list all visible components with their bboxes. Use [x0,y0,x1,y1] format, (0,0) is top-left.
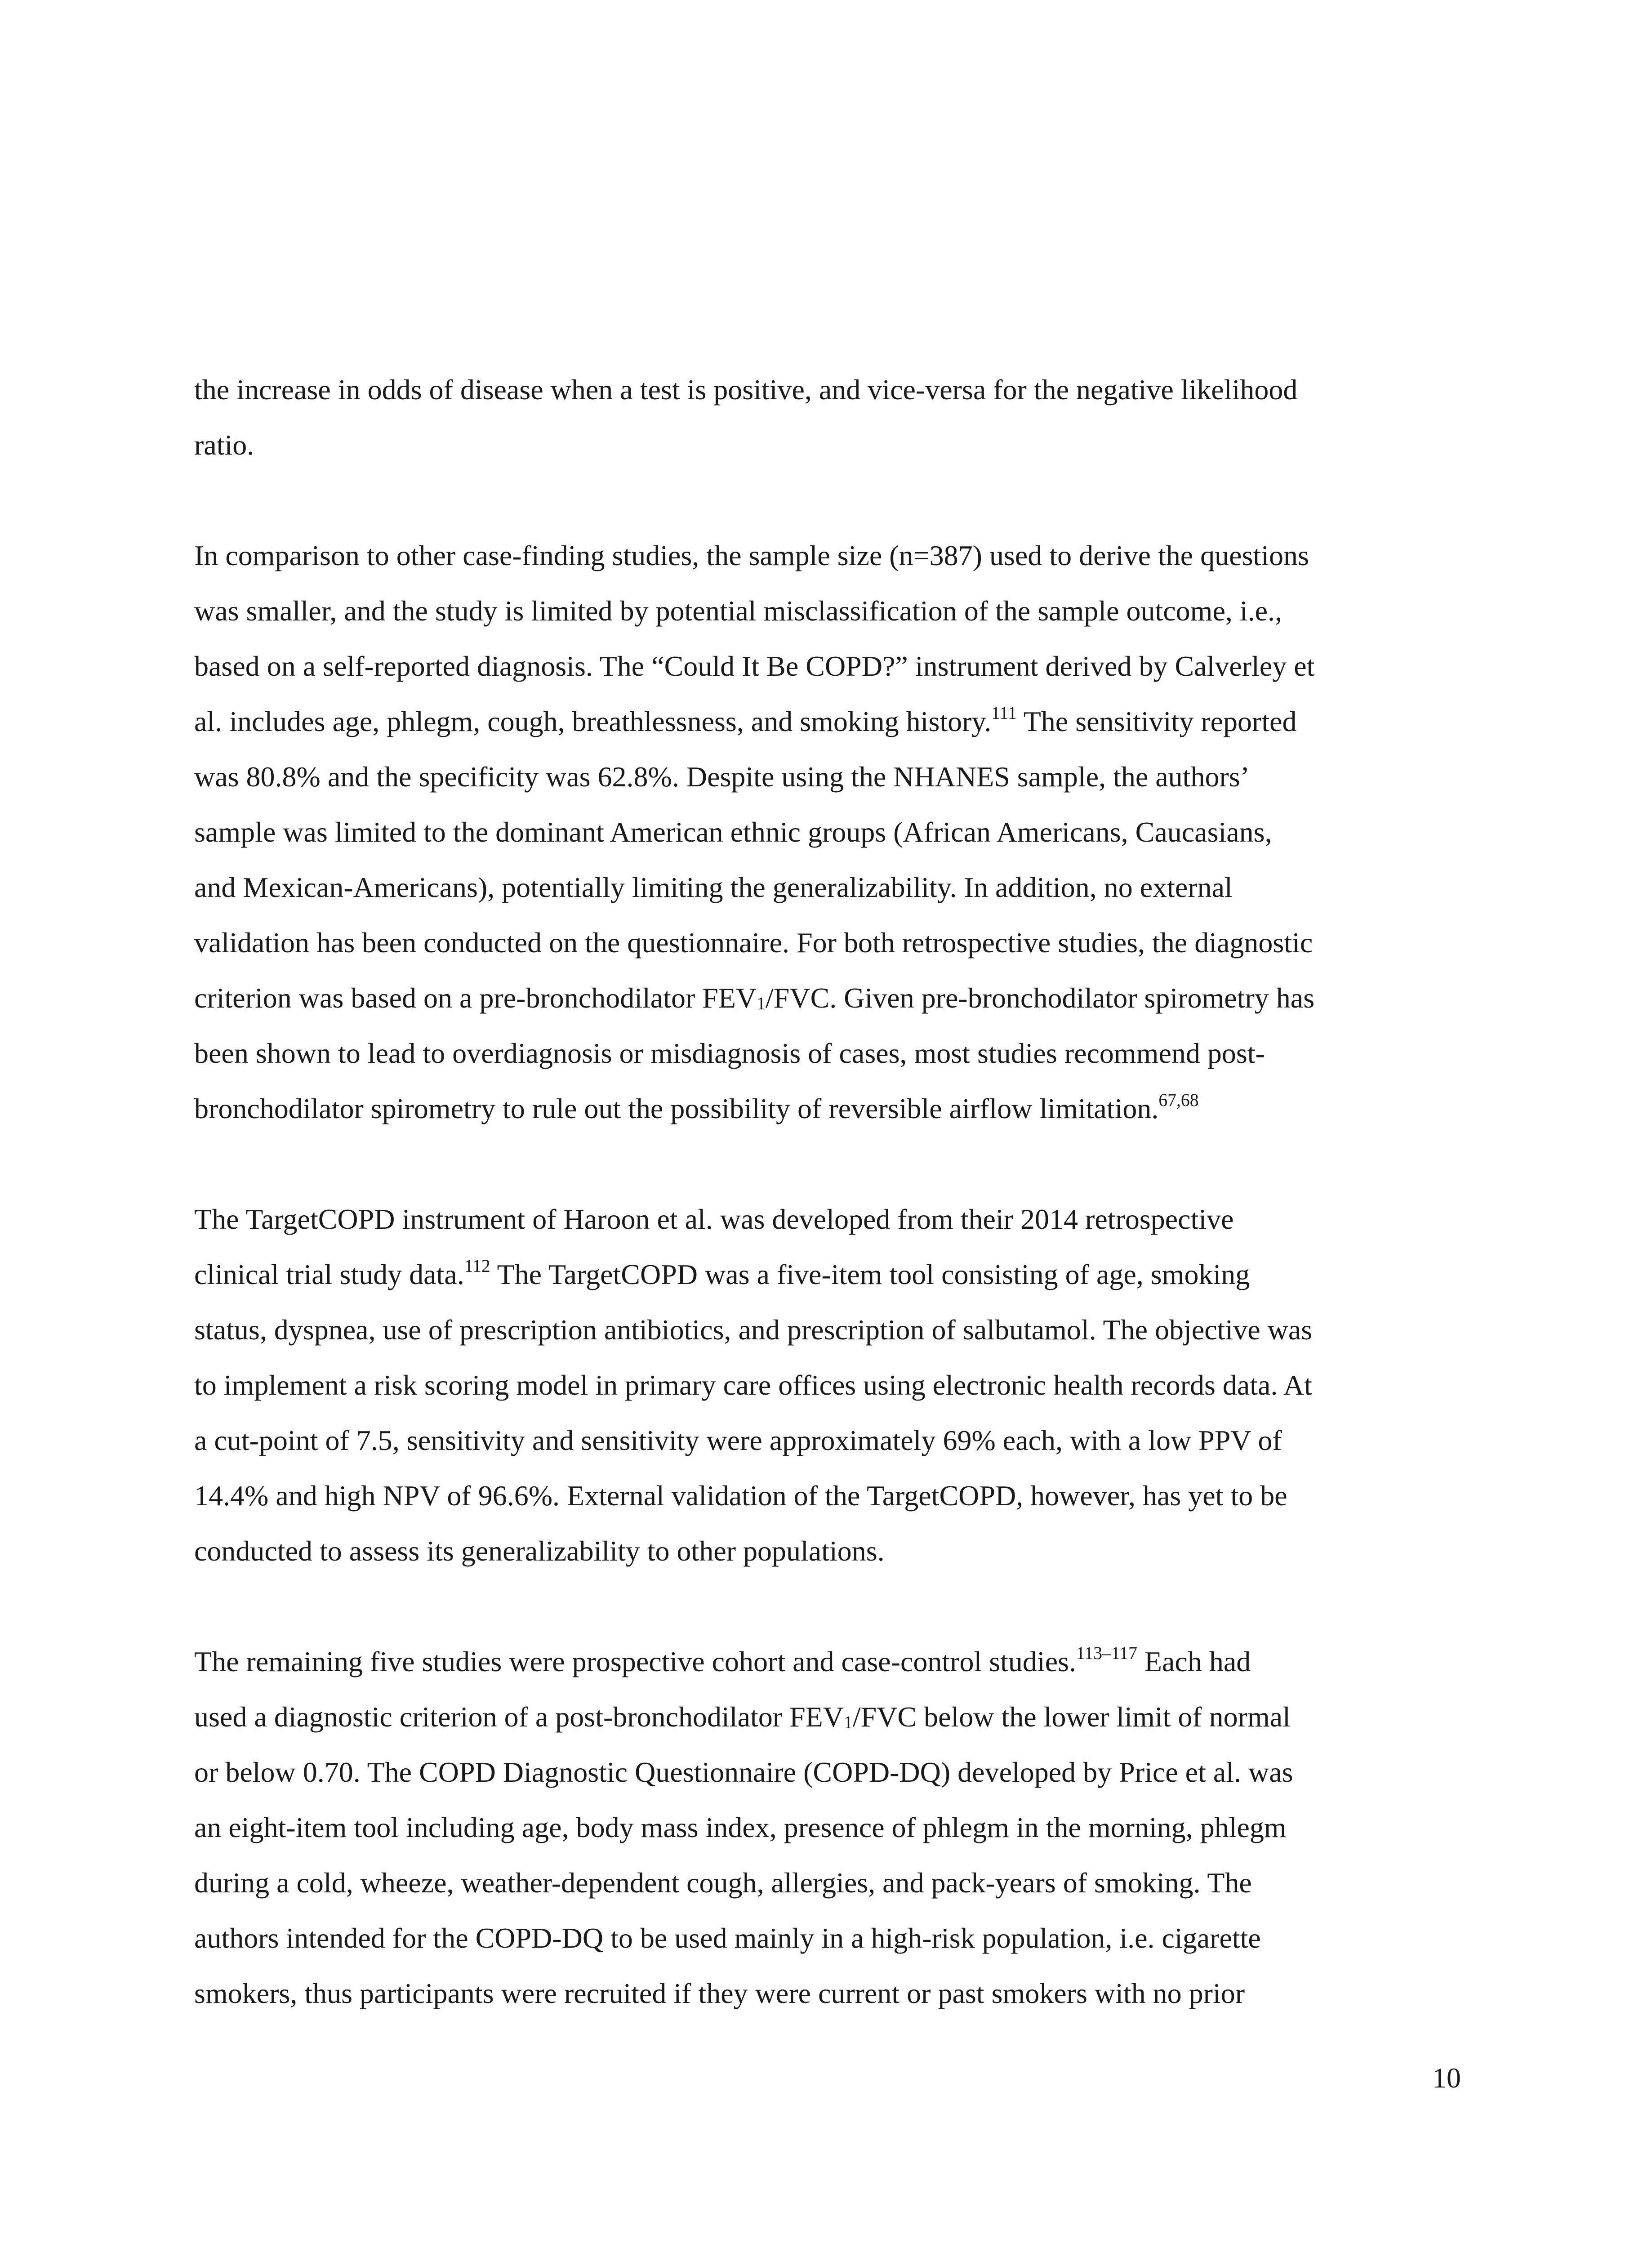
text-run: The remaining five studies were prospective cohort and case-control studies. [194,1646,1076,1677]
paragraph-could-it-be-copd [194,528,1453,1136]
body-text [194,362,1453,2076]
subscript: 1 [843,1712,853,1732]
text-line: was smaller, and the study is limited by potential misclassification of the sample outcome, i.e., [194,595,1282,627]
text-line: sample was limited to the dominant American ethnic groups (African Americans, Caucasians, [194,816,1272,848]
text-line: been shown to lead to overdiagnosis or misdiagnosis of cases, most studies recommend post- [194,1037,1265,1069]
text-line: smokers, thus participants were recruited if they were current or past smokers with no prior [194,1977,1245,2009]
text-line: or below 0.70. The COPD Diagnostic Questionnaire (COPD-DQ) developed by Price et al. was [194,1756,1293,1788]
text-line: The TargetCOPD instrument of Haroon et al. was developed from their 2014 retrospective [194,1203,1234,1235]
text-line: was 80.8% and the specificity was 62.8%. Despite using the NHANES sample, the authors’ [194,761,1250,793]
citation-superscript: 113–117 [1076,1643,1137,1663]
text-run: /FVC. Given pre-bronchodilator spirometry has [766,982,1315,1014]
text-line: a cut-point of 7.5, sensitivity and sensitivity were approximately 69% each, with a low PPV of [194,1424,1282,1456]
text-line: authors intended for the COPD-DQ to be used mainly in a high-risk population, i.e. cigarette [194,1922,1261,1954]
text-run: used a diagnostic criterion of a post-bronchodilator FEV [194,1701,844,1733]
text-run: clinical trial study data. [194,1258,464,1290]
text-line: In comparison to other case-finding studies, the sample size (n=387) used to derive the questions [194,540,1309,571]
text-line [194,970,1453,1026]
text-run: /FVC below the lower limit of normal [852,1701,1291,1733]
text-run: Each had [1137,1646,1251,1677]
text-run: bronchodilator spirometry to rule out the possibility of reversible airflow limitation. [194,1093,1159,1124]
text-run: The TargetCOPD was a five-item tool consisting of age, smoking [490,1258,1250,1290]
citation-superscript: 67,68 [1158,1090,1199,1110]
text-run: The sensitivity reported [1016,705,1297,737]
text-run: criterion was based on a pre-bronchodilator FEV [194,982,757,1014]
text-line: based on a self-reported diagnosis. The “Could It Be COPD?” instrument derived by Calverley et [194,650,1315,682]
text-line [194,1634,1453,1689]
citation-superscript: 111 [991,703,1017,723]
text-line: to implement a risk scoring model in primary care offices using electronic health records data. At [194,1369,1312,1401]
text-run: al. includes age, phlegm, cough, breathlessness, and smoking history. [194,705,992,737]
citation-superscript: 112 [464,1256,490,1276]
text-line: during a cold, wheeze, weather-dependent cough, allergies, and pack-years of smoking. The [194,1867,1252,1899]
text-line: validation has been conducted on the questionnaire. For both retrospective studies, the diagnostic [194,927,1313,959]
paragraph-likelihood-ratio [194,362,1453,473]
page-number: 10 [1432,2062,1461,2094]
text-line [194,1081,1453,1136]
text-line: status, dyspnea, use of prescription antibiotics, and prescription of salbutamol. The objective was [194,1314,1313,1346]
text-line [194,1689,1453,1744]
text-line [194,694,1453,749]
text-line: the increase in odds of disease when a test is positive, and vice-versa for the negative likelihood [194,374,1298,406]
text-line: 14.4% and high NPV of 96.6%. External validation of the TargetCOPD, however, has yet to be [194,1480,1287,1512]
subscript: 1 [757,993,766,1013]
paragraph-targetcopd [194,1191,1453,1579]
paragraph-prospective-studies [194,1634,1453,2021]
text-line: and Mexican-Americans), potentially limiting the generalizability. In addition, no external [194,871,1233,903]
text-line [194,1247,1453,1302]
text-line: ratio. [194,429,254,461]
text-line: an eight-item tool including age, body mass index, presence of phlegm in the morning, phlegm [194,1811,1287,1843]
text-line: conducted to assess its generalizability to other populations. [194,1535,885,1567]
